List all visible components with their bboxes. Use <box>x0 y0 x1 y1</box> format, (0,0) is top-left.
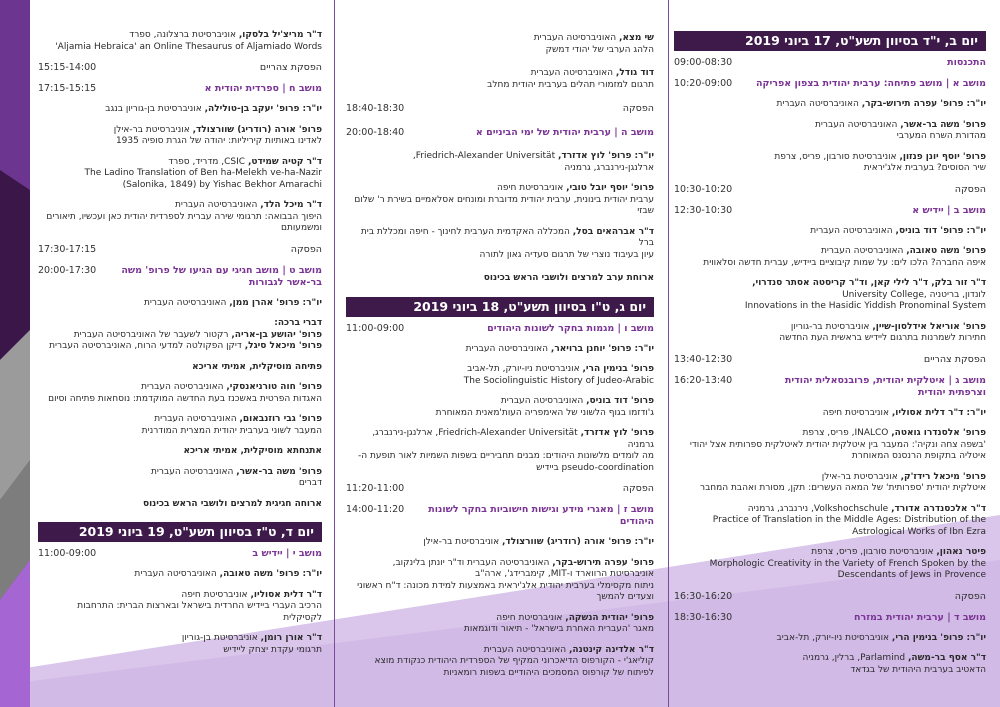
session-row: מושב ח | ספרדית יהודית א 17:15-15:15 <box>38 83 322 94</box>
speaker: פרופ' משה בר-אשר, האוניברסיטה העברית מהדורת השרח המערבי <box>814 119 986 141</box>
column-divider-left <box>334 0 335 707</box>
chair: יו"ר: פרופ' יוחנן ברויאר, האוניברסיטה העברית <box>465 343 654 354</box>
chair: יו"ר: פרופ' אורה (רודריג) שוורצולד, אוניברסיטת בר-אילן <box>423 537 654 547</box>
speaker: פרופ' משה טאובה, האוניברסיטה העברית איפה החברה? הלכו לים: על שמות קיבוציים ביידיש, עברית חדשה וסלאווית <box>703 246 986 268</box>
speaker: פרופ' אוריאל אידלסון-שיין, אוניברסיטת בר-גוריון חתירות לשמרנות בתרגום ליידיש בראשית העת החדשה <box>779 321 986 343</box>
chair: יו"ר: פרופ' עפרה תירוש-בקר, האוניברסיטה העברית <box>776 99 986 109</box>
chair: יו"ר: פרופ' בנימין הרי, אוניברסיטת ניו-יורק, תל-אביב <box>776 632 986 643</box>
column-day-tuesday <box>334 0 668 707</box>
break-row: הפסקה 16:30-16:20 <box>674 590 986 602</box>
speaker: ד"ר אלכסנדרה אדורד, Volkshochschule, נירנברג, גרמניה Practice of Translation in the Middle Ages: Distribution of the Astrological Works of Ibn Ezra <box>712 503 986 537</box>
speaker: פרופ' דוד בוניס, האוניברסיטה העברית ג'ודזמו בגוף הלשוני של האימפריה העות'מאנית המאוחרת <box>435 396 654 418</box>
day-header: יום ב, י"ד בסיוון תשע"ט, 17 ביוני 2019 <box>674 31 986 51</box>
schedule-row: התכנסות 09:00-08:30 <box>674 57 986 68</box>
speaker: פרופ' עפרה תירוש-בקר, האוניברסיטה העברית וד"ר יונתן בלינקוב, אוניברסיטת הרווארד ו-MIT, קימברידג', ארה"ב ניתוח מקסימלי בערבית יהודית אלג'יראית באמצעות למידת מכונה: ד"ח ראשוני וצעדים להמשך <box>357 557 654 602</box>
speaker: ד"ר מריצ'יל בלסקו, אוניברסיטת ברצלונה, ספרד 'Aljamia Hebraica' an Online Thesaurus of Aljamiado Words <box>55 30 322 52</box>
chair: יו"ר: פרופ' יעקב בן-טולילה, אוניברסיטת בן-גוריון בנגב <box>105 104 322 114</box>
speaker: פרופ' יוסף יובל טובי, אוניברסיטת חיפה ערבית יהודית בינונית, ערבית יהודית מדוברת ומונחים אסלאמיים בשירת ר' שלום שבזי <box>354 183 654 216</box>
dinner-note: ארוחה חגיגית למרצים ולושבי הראש בכינוס <box>142 498 322 509</box>
speaker: ד"ר קטיה שמידט, CSIC, מדריד, ספרד The Ladino Translation of Ben ha-Melekh ve-ha-Nazir (Salonika, 1849) by Yishac Bekhor Amarachi <box>84 156 322 190</box>
day-header: יום ג, ט"ו בסיוון תשע"ט, 18 ביוני 2019 <box>346 297 654 317</box>
session-row: מושב ב | יידיש א 12:30-10:30 <box>674 204 986 216</box>
greetings-label: דברי ברכה: <box>274 318 322 328</box>
speaker: פרופ' לוץ אדזרד, Friedrich-Alexander Universität, ארלנגן-נירנברג, גרמניה מה לומדים מלשונות היהודים: מבנים תחביריים בשפות השמיות לאור תופעת ה-pseudo-coordination ביידיש <box>358 428 654 473</box>
music-note: פתיחה מוסיקלית, אמיתי אריכא <box>192 361 322 372</box>
break-row: הפסקה 11:20-11:00 <box>346 483 654 494</box>
break-row: הפסקה 17:30-17:15 <box>38 243 322 255</box>
break-row: הפסקת צהריים 15:15-14:00 <box>38 62 322 73</box>
speaker: פרופ' יהושע בן-אריה, רקטור לשעבר של האוניברסיטה העברית <box>73 329 322 340</box>
speaker: פרופ' מיכאל רידז'ק, אוניברסיטת בר-אילן איטלקית יהודית 'ספרותית' של המאה העשרים: תקן, מסורת ואהבת המחבר <box>699 471 986 493</box>
session-row: מושב ד | ערבית יהודית במזרח 18:30-16:30 <box>674 611 986 623</box>
chair: יו"ר: פרופ' משה טאובה, האוניברסיטה העברית <box>134 569 322 579</box>
chair: יו"ר: ד"ר דלית אסוליו, אוניברסיטת חיפה <box>822 407 986 418</box>
chair: יו"ר: פרופ' לוץ אדזרד, Friedrich-Alexander Universität, ארלנגן-נירנברג, גרמניה <box>412 151 654 173</box>
speaker: פרופ' יהודית הנשקה, אוניברסיטת חיפה מאגר 'העברית האחרת בישראל' - תיאור ודוגמאות <box>463 612 654 634</box>
speaker: פרופ' משה בר-אשר, האוניברסיטה העברית דברים <box>150 466 322 488</box>
column-day-monday <box>668 0 1000 707</box>
speaker: פרופ' חוה טורניאנסקי, האוניברסיטה העברית האגדות הפרטית באשכנז בעת החדשה המוקדמת: נוסחאות פתיחה וסיום <box>48 382 322 404</box>
break-row: הפסקה 10:30-10:20 <box>674 183 986 195</box>
session-row: מושב י | יידיש ב 11:00-09:00 <box>38 548 322 559</box>
session-row: מושב א | מושב פתיחה: ערבית יהודית בצפון אפריקה 10:20-09:00 <box>674 78 986 89</box>
speaker: פרופ' יוסף יונן פנזון, אוניברסיטת סורבון, פריס, צרפת שיר הסוסים? בערבית אלג'יראית <box>774 151 986 173</box>
speaker: ד"ר אברהאים בסל, המכללה האקדמית הערבית לחינוך - חיפה ומכללת בית ברל עיון בעיבוד נוצרי של תרגום סעדיה גאון לתורה <box>360 226 654 260</box>
session-row: מושב ט | מושב חגיגי עם הגיעו של פרופ' משה בר-אשר לגבורות 20:00-17:30 <box>38 264 322 288</box>
session-row: מושב ג | איטלקית יהודית, פרובנסאלית יהודית וצרפתית יהודית 16:20-13:40 <box>674 374 986 398</box>
speaker: פרופ' גבי רוזנבאום, האוניברסיטה העברית המעבר לשוני בערבית יהודית המצרית המודרנית <box>141 414 322 436</box>
speaker: ד"ר אורן רומן, אוניברסיטת בן-גוריון תרגומי עקדת יצחק ליידיש <box>181 633 322 655</box>
speaker: ד"ר מיכל הלד, האוניברסיטה העברית היפוך הבבואה: תרגומי שירה עברית לספרדית יהודית כאן ועכשיו, תיאורים ומשמעותם <box>46 200 322 233</box>
speaker: ד"ר אלדינה קינטנה, האוניברסיטה העברית קוליאג'י - הקורפוס הדיאכרוני המקיף של הספרדית היהודית כנקודת מוצא לפיתוח של קורפוס המסמכים היהודיים בשפות רומאניות <box>374 644 654 678</box>
speaker: שי מצא, האוניברסיטה העברית הלהג הערבי של יהודי דמשק <box>533 33 654 55</box>
chair: יו"ר: פרופ' אהרן ממן, האוניברסיטה העברית <box>144 297 322 308</box>
left-decorative-strip <box>0 0 30 707</box>
break-row: הפסקה 18:40-18:30 <box>346 103 654 114</box>
session-row: מושב ז | מאגרי מידע וגישות חישוביות בחקר לשונות היהודים 14:00-11:20 <box>346 504 654 527</box>
speaker: ד"ר דלית אסוליו, אוניברסיטת חיפה הרכיב העברי ביידיש החרדית בישראל ובארצות הברית: התרחבות לקסיקלית <box>77 589 322 623</box>
music-note: אתנחתא מוסיקלית, אמיתי אריכא <box>183 446 322 456</box>
day-header: יום ד, ט"ז בסיוון תשע"ט, 19 ביוני 2019 <box>38 522 322 542</box>
speaker: פרופ' בנימין הרי, אוניברסיטת ניו-יורק, תל-אביב The Sociolinguistic History of Judeo-Arabic <box>463 364 654 386</box>
speaker: פרופ' אלסנדרו גואטה, INALCO, פריס, צרפת 'בשפה צחה ונקיה': המעבר בין איטלקית יהודית לאיטלקית ספרותית אצל יהודי איטליה בתקופת הרנסנס המאוחרת <box>689 428 986 461</box>
speaker: פיטר נאהון, אוניברסיטת סורבון, פריס, צרפת Morphologic Creativity in the Variety of French Spoken by the Descendants of Jews in Provence <box>709 547 986 580</box>
session-row: מושב ה | ערבית יהודית של ימי הביניים א 20:00-18:40 <box>346 127 654 138</box>
speaker: פרופ' אורה (רודריג) שוורצולד, אוניברסיטת בר-אילן לאדינו באותיות קיריליות: יהודה של הגרת סופיה 1935 <box>113 124 322 146</box>
chair: יו"ר: פרופ' דוד בוניס, האוניברסיטה העברית <box>810 225 986 236</box>
speaker: ד"ר אסף בר-משה, Parlamind, ברלין, גרמניה הדאטיב בערבית היהודית של בגדאד <box>802 653 986 675</box>
column-divider-right <box>668 0 669 707</box>
column-day-wednesday <box>30 0 334 707</box>
speaker: דוד גודל, האוניברסיטה העברית תרגום למזמורי תהלים בערבית יהודית מחלב <box>487 68 654 90</box>
speaker: פרופ' מיכאל סיגל, דיקן הפקולטה למדעי הרוח, האוניברסיטה העברית <box>49 341 322 351</box>
break-row: הפסקת צהריים 13:40-12:30 <box>674 353 986 365</box>
speaker: ד"ר זור בלק, ד"ר לילי קאן, וד"ר קריסטה אסתר סנדרוי, University College, לונדון, בריטניה Innovations in the Hasidic Yiddish Pronominal System <box>744 278 986 311</box>
dinner-note: ארוחת ערב למרצים ולושבי הראש בכינוס <box>483 273 654 283</box>
session-row: מושב ו | מגמות בחקר לשונות היהודים 11:00-09:00 <box>346 322 654 334</box>
